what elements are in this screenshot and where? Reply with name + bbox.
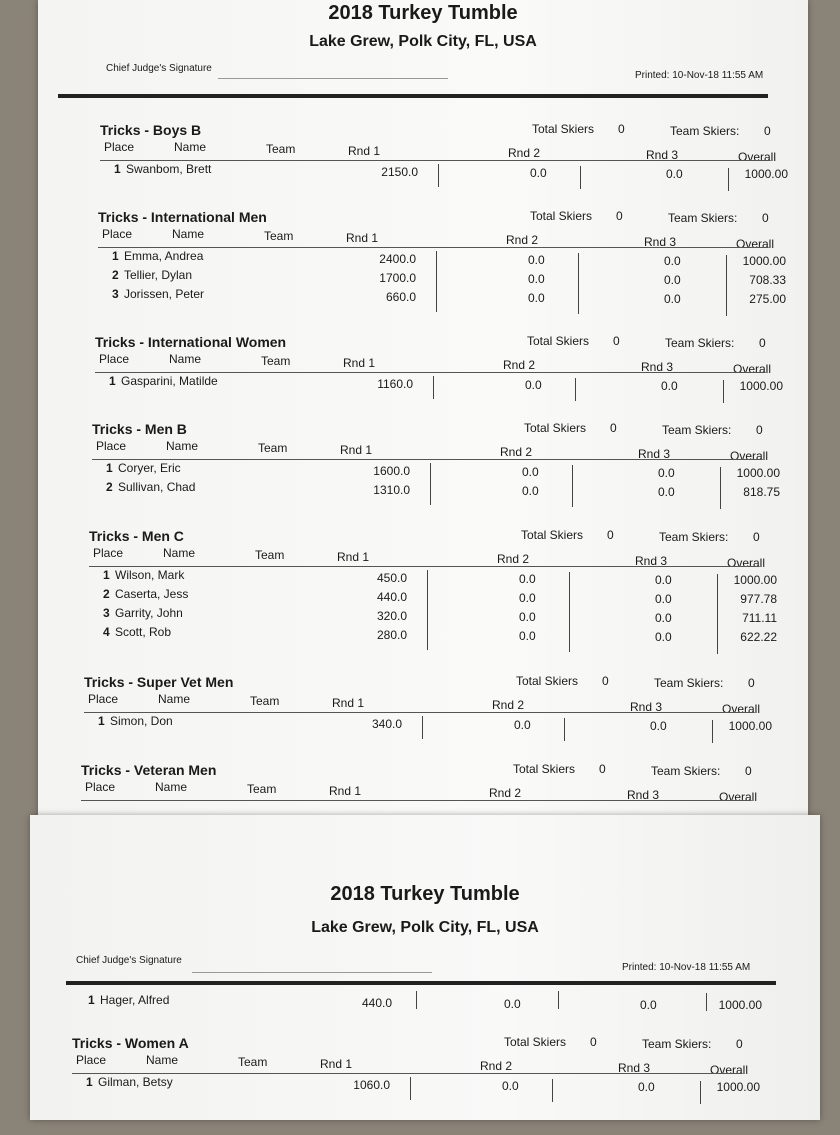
- table-row: [89, 606, 777, 625]
- header-divider: [81, 800, 751, 801]
- place-header: Place: [88, 692, 119, 706]
- overall-column-divider: [700, 1081, 701, 1104]
- name-cell: Scott, Rob: [115, 625, 172, 639]
- rnd3-cell: 0.0: [664, 292, 681, 306]
- rnd2-cell: 0.0: [519, 591, 536, 605]
- place-cell: 4: [103, 625, 110, 639]
- name-cell: Swanbom, Brett: [126, 162, 212, 176]
- rnd2-column-divider: [569, 572, 570, 652]
- event-section: [89, 528, 777, 644]
- overall-cell: 818.75: [743, 485, 780, 499]
- rnd3-cell: 0.0: [650, 719, 667, 733]
- table-row: [92, 480, 780, 499]
- rnd2-column-divider: [575, 378, 576, 401]
- total-skiers-value: 0: [610, 421, 617, 435]
- rnd3-cell: 0.0: [655, 611, 672, 625]
- name-cell: Simon, Don: [110, 714, 173, 728]
- rnd3-cell: 0.0: [661, 379, 678, 393]
- table-row: [74, 993, 762, 1012]
- table-row: [100, 162, 788, 181]
- place-cell: 2: [103, 587, 110, 601]
- table-row: [98, 287, 786, 306]
- name-cell: Jorissen, Peter: [124, 287, 205, 301]
- rnd2-header: Rnd 2: [489, 786, 522, 800]
- team-skiers-value: 0: [736, 1037, 743, 1051]
- rnd2-column-divider: [572, 465, 573, 507]
- overall-cell: 1000.00: [718, 998, 762, 1012]
- overall-column-divider: [720, 467, 721, 509]
- table-row: [98, 249, 786, 268]
- team-skiers-label: Team Skiers:: [654, 676, 724, 690]
- rnd2-cell: 0.0: [530, 166, 547, 180]
- overall-column-divider: [723, 380, 724, 403]
- overall-header: Overall: [727, 556, 766, 570]
- overall-header: Overall: [730, 449, 769, 463]
- name-cell: Coryer, Eric: [118, 461, 181, 475]
- rnd1-cell: 2150.0: [381, 165, 418, 179]
- name-header: Name: [169, 352, 202, 366]
- rnd1-cell: 1160.0: [377, 377, 413, 391]
- overall-cell: 1000.00: [716, 1080, 760, 1094]
- name-header: Name: [146, 1053, 179, 1067]
- place-cell: 1: [114, 162, 121, 176]
- signature-label: Chief Judge's Signature: [106, 63, 212, 74]
- page-title: 2018 Turkey Tumble: [328, 2, 518, 24]
- rnd1-cell: 440.0: [376, 590, 407, 604]
- event-title: Tricks - Veteran Men: [81, 762, 217, 778]
- name-header: Name: [158, 692, 191, 706]
- results-sheet-page-1: [38, 0, 808, 815]
- team-skiers-label: Team Skiers:: [670, 124, 740, 138]
- rnd3-cell: 0.0: [638, 1080, 655, 1094]
- rnd2-column-divider: [578, 253, 579, 314]
- event-title: Tricks - Women A: [72, 1035, 189, 1051]
- overall-column-divider: [706, 993, 707, 1011]
- team-header: Team: [258, 441, 288, 455]
- event-section: [92, 421, 780, 521]
- rnd1-cell: 450.0: [376, 571, 407, 585]
- table-row: [98, 268, 786, 287]
- place-cell: 1: [106, 461, 113, 475]
- rnd1-header: Rnd 1: [348, 144, 381, 158]
- header-divider: [84, 712, 754, 713]
- name-cell: Sullivan, Chad: [118, 480, 196, 494]
- overall-cell: 1000.00: [742, 254, 786, 268]
- overall-cell: 1000.00: [733, 573, 777, 587]
- rnd2-header: Rnd 2: [500, 445, 533, 459]
- header-divider: [98, 247, 768, 248]
- name-cell: Caserta, Jess: [115, 587, 189, 601]
- rnd2-cell: 0.0: [519, 572, 536, 586]
- results-sheet-page-2: [30, 815, 820, 1120]
- table-row: [72, 1075, 760, 1094]
- rnd2-column-divider: [552, 1079, 553, 1102]
- rnd2-cell: 0.0: [525, 378, 542, 392]
- rnd2-header: Rnd 2: [506, 233, 539, 247]
- rnd1-header: Rnd 1: [343, 356, 376, 370]
- page-title: 2018 Turkey Tumble: [330, 883, 520, 905]
- total-skiers-value: 0: [618, 122, 625, 136]
- header-divider: [95, 372, 765, 373]
- table-row: [84, 714, 772, 733]
- rnd1-cell: 1310.0: [373, 483, 410, 497]
- overall-cell: 275.00: [749, 292, 786, 306]
- name-cell: Hager, Alfred: [100, 993, 170, 1007]
- place-cell: 1: [109, 374, 116, 388]
- place-header: Place: [85, 780, 116, 794]
- overall-header: Overall: [722, 702, 761, 716]
- rnd1-header: Rnd 1: [332, 696, 365, 710]
- rnd3-cell: 0.0: [655, 573, 672, 587]
- header-divider: [100, 160, 770, 161]
- team-header: Team: [250, 694, 280, 708]
- event-title: Tricks - International Men: [98, 209, 267, 225]
- rnd2-header: Rnd 2: [508, 146, 541, 160]
- team-header: Team: [238, 1055, 268, 1069]
- team-header: Team: [247, 782, 277, 796]
- place-header: Place: [76, 1053, 107, 1067]
- event-section: [100, 122, 788, 222]
- rnd3-header: Rnd 3: [635, 554, 668, 568]
- rnd2-cell: 0.0: [528, 253, 545, 267]
- rnd2-cell: 0.0: [514, 718, 531, 732]
- rnd3-cell: 0.0: [640, 998, 657, 1012]
- total-skiers-label: Total Skiers: [532, 122, 595, 136]
- team-skiers-label: Team Skiers:: [668, 211, 738, 225]
- overall-header: Overall: [733, 362, 772, 376]
- overall-column-divider: [712, 720, 713, 743]
- rnd3-header: Rnd 3: [644, 235, 677, 249]
- place-cell: 1: [112, 249, 119, 263]
- team-header: Team: [261, 354, 291, 368]
- name-cell: Gilman, Betsy: [98, 1075, 173, 1089]
- place-header: Place: [96, 439, 127, 453]
- rnd2-column-divider: [580, 166, 581, 189]
- team-skiers-label: Team Skiers:: [642, 1037, 712, 1051]
- overall-cell: 1000.00: [739, 379, 783, 393]
- rnd3-header: Rnd 3: [627, 788, 660, 802]
- name-header: Name: [163, 546, 196, 560]
- team-header: Team: [264, 229, 294, 243]
- overall-column-divider: [728, 168, 729, 191]
- overall-header: Overall: [710, 1063, 749, 1077]
- header-rule: [66, 981, 776, 985]
- rnd3-cell: 0.0: [658, 466, 675, 480]
- total-skiers-label: Total Skiers: [504, 1035, 567, 1049]
- event-section: [95, 334, 783, 434]
- total-skiers-label: Total Skiers: [521, 528, 584, 542]
- rnd2-header: Rnd 2: [497, 552, 530, 566]
- rnd3-header: Rnd 3: [638, 447, 671, 461]
- team-header: Team: [266, 142, 296, 156]
- total-skiers-label: Total Skiers: [516, 674, 579, 688]
- team-skiers-value: 0: [753, 530, 760, 544]
- rnd1-cell: 280.0: [376, 628, 407, 642]
- place-cell: 1: [103, 568, 110, 582]
- header-divider: [72, 1073, 742, 1074]
- place-cell: 1: [98, 714, 105, 728]
- team-skiers-value: 0: [764, 124, 771, 138]
- total-skiers-label: Total Skiers: [524, 421, 587, 435]
- rnd3-header: Rnd 3: [646, 148, 679, 162]
- rnd1-column-divider: [436, 251, 437, 312]
- team-skiers-label: Team Skiers:: [662, 423, 732, 437]
- printed-timestamp: Printed: 10-Nov-18 11:55 AM: [622, 962, 751, 973]
- rnd3-cell: 0.0: [666, 167, 683, 181]
- total-skiers-value: 0: [602, 674, 609, 688]
- total-skiers-label: Total Skiers: [530, 209, 593, 223]
- place-header: Place: [99, 352, 130, 366]
- rnd3-header: Rnd 3: [641, 360, 674, 374]
- carry-over-row: [74, 987, 774, 1011]
- place-header: Place: [93, 546, 124, 560]
- name-header: Name: [166, 439, 199, 453]
- rnd2-header: Rnd 2: [492, 698, 525, 712]
- rnd3-header: Rnd 3: [618, 1061, 651, 1075]
- overall-column-divider: [717, 574, 718, 654]
- rnd2-cell: 0.0: [528, 272, 545, 286]
- rnd1-cell: 660.0: [385, 290, 416, 304]
- rnd1-header: Rnd 1: [337, 550, 370, 564]
- rnd1-column-divider: [410, 1077, 411, 1100]
- table-row: [95, 374, 783, 393]
- rnd2-header: Rnd 2: [503, 358, 536, 372]
- overall-column-divider: [726, 255, 727, 316]
- overall-header: Overall: [736, 237, 775, 251]
- rnd2-cell: 0.0: [519, 610, 536, 624]
- rnd2-column-divider: [558, 991, 559, 1009]
- event-title: Tricks - Boys B: [100, 122, 202, 138]
- total-skiers-value: 0: [613, 334, 620, 348]
- name-header: Name: [155, 780, 188, 794]
- event-title: Tricks - Men B: [92, 421, 187, 437]
- rnd3-header: Rnd 3: [630, 700, 663, 714]
- team-skiers-label: Team Skiers:: [651, 764, 721, 778]
- rnd2-cell: 0.0: [502, 1079, 519, 1093]
- location-subtitle: Lake Grew, Polk City, FL, USA: [311, 919, 539, 936]
- overall-cell: 708.33: [749, 273, 786, 287]
- total-skiers-label: Total Skiers: [513, 762, 576, 776]
- signature-label: Chief Judge's Signature: [76, 955, 182, 966]
- header-divider: [89, 566, 759, 567]
- table-row: [89, 625, 777, 644]
- rnd1-column-divider: [433, 376, 434, 399]
- event-section: [84, 674, 772, 774]
- team-skiers-value: 0: [748, 676, 755, 690]
- header-divider: [92, 459, 762, 460]
- team-header: Team: [255, 548, 285, 562]
- rnd2-header: Rnd 2: [480, 1059, 513, 1073]
- team-skiers-value: 0: [745, 764, 752, 778]
- rnd2-cell: 0.0: [522, 465, 539, 479]
- rnd1-cell: 440.0: [361, 996, 392, 1010]
- team-skiers-value: 0: [756, 423, 763, 437]
- rnd1-cell: 340.0: [371, 717, 402, 731]
- place-cell: 3: [103, 606, 110, 620]
- rnd3-cell: 0.0: [664, 254, 681, 268]
- table-row: [89, 568, 777, 587]
- location-subtitle: Lake Grew, Polk City, FL, USA: [309, 33, 537, 50]
- name-cell: Gasparini, Matilde: [121, 374, 218, 388]
- rnd3-cell: 0.0: [655, 592, 672, 606]
- event-section: [72, 1035, 760, 1135]
- rnd2-cell: 0.0: [528, 291, 545, 305]
- signature-line: [218, 78, 448, 79]
- rnd1-header: Rnd 1: [340, 443, 373, 457]
- name-cell: Emma, Andrea: [124, 249, 204, 263]
- overall-cell: 977.78: [740, 592, 777, 606]
- event-title: Tricks - Super Vet Men: [84, 674, 234, 690]
- rnd3-cell: 0.0: [664, 273, 681, 287]
- event-title: Tricks - International Women: [95, 334, 287, 350]
- rnd1-cell: 1060.0: [353, 1078, 390, 1092]
- event-section: [98, 209, 786, 309]
- rnd2-cell: 0.0: [519, 629, 536, 643]
- overall-cell: 1000.00: [728, 719, 772, 733]
- rnd1-cell: 2400.0: [379, 252, 416, 266]
- overall-cell: 1000.00: [744, 167, 788, 181]
- rnd1-cell: 1600.0: [373, 464, 410, 478]
- overall-header: Overall: [719, 790, 758, 804]
- rnd1-column-divider: [430, 463, 431, 505]
- rnd3-cell: 0.0: [655, 630, 672, 644]
- total-skiers-value: 0: [607, 528, 614, 542]
- team-skiers-label: Team Skiers:: [659, 530, 729, 544]
- overall-cell: 622.22: [740, 630, 777, 644]
- rnd1-column-divider: [422, 716, 423, 739]
- total-skiers-value: 0: [599, 762, 606, 776]
- total-skiers-label: Total Skiers: [527, 334, 590, 348]
- place-header: Place: [102, 227, 133, 241]
- table-row: [89, 587, 777, 606]
- rnd1-column-divider: [416, 991, 417, 1009]
- table-row: [92, 461, 780, 480]
- rnd1-header: Rnd 1: [320, 1057, 353, 1071]
- rnd2-cell: 0.0: [504, 997, 521, 1011]
- header-rule: [58, 94, 768, 98]
- rnd1-header: Rnd 1: [329, 784, 362, 798]
- event-title: Tricks - Men C: [89, 528, 184, 544]
- name-cell: Wilson, Mark: [115, 568, 185, 582]
- place-cell: 1: [86, 1075, 93, 1089]
- total-skiers-value: 0: [590, 1035, 597, 1049]
- rnd1-header: Rnd 1: [346, 231, 379, 245]
- team-skiers-value: 0: [762, 211, 769, 225]
- place-cell: 2: [112, 268, 119, 282]
- name-header: Name: [172, 227, 205, 241]
- place-cell: 2: [106, 480, 113, 494]
- team-skiers-value: 0: [759, 336, 766, 350]
- team-skiers-label: Team Skiers:: [665, 336, 735, 350]
- rnd1-column-divider: [427, 570, 428, 650]
- name-cell: Garrity, John: [115, 606, 183, 620]
- overall-cell: 711.11: [742, 611, 777, 625]
- total-skiers-value: 0: [616, 209, 623, 223]
- rnd2-column-divider: [564, 718, 565, 741]
- place-header: Place: [104, 140, 135, 154]
- place-cell: 1: [88, 993, 95, 1007]
- rnd3-cell: 0.0: [658, 485, 675, 499]
- printed-timestamp: Printed: 10-Nov-18 11:55 AM: [635, 70, 764, 81]
- rnd1-cell: 320.0: [376, 609, 407, 623]
- overall-header: Overall: [738, 150, 777, 164]
- signature-line: [192, 972, 432, 973]
- overall-cell: 1000.00: [736, 466, 780, 480]
- name-header: Name: [174, 140, 207, 154]
- place-cell: 3: [112, 287, 119, 301]
- rnd1-column-divider: [438, 164, 439, 187]
- name-cell: Tellier, Dylan: [124, 268, 193, 282]
- rnd2-cell: 0.0: [522, 484, 539, 498]
- rnd1-cell: 1700.0: [379, 271, 416, 285]
